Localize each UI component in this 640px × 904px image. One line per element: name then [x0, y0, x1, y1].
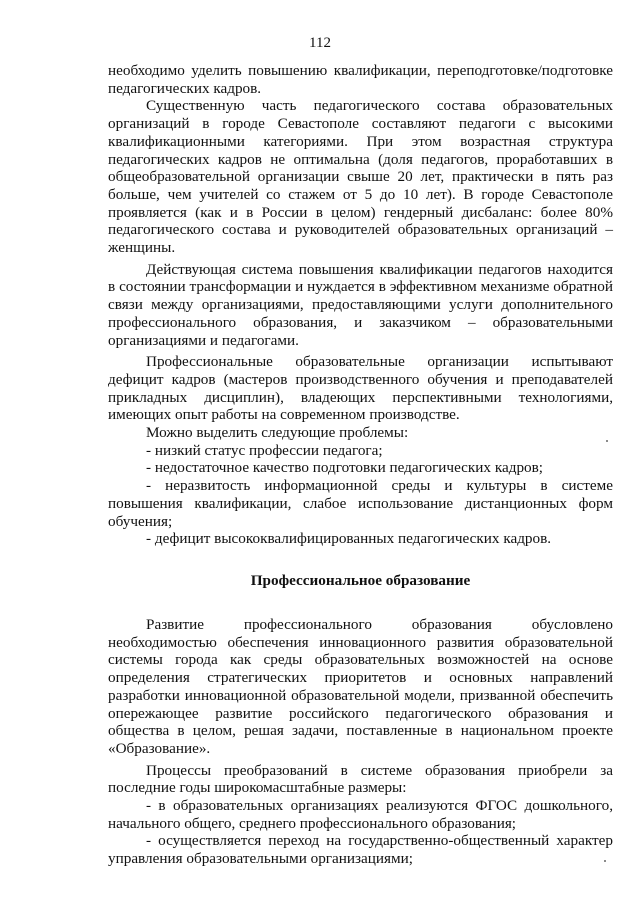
list-item-problem-environment: - неразвитость информационной среды и культуры в системе повышения квалификации, слабое использование дистанционных форм обучения; [108, 477, 613, 530]
paragraph-qualification-system: Действующая система повышения квалификации педагогов находится в состоянии трансформации и нуждается в эффективном механизме обратной связи между организациями, предоставляющими услуги дополнительного профессионального образования, и заказчиком – образовательными организациями и педагогами. [108, 260, 613, 349]
paragraph-transformations: Процессы преобразований в системе образования приобрели за последние годы широкомасштабные размеры: [108, 761, 613, 797]
list-item-governance: - осуществляется переход на государственно-общественный характер управления образовательными организациями; [108, 832, 613, 868]
paragraph-problems-intro: Можно выделить следующие проблемы: [146, 424, 409, 442]
list-item-problem-deficit: - дефицит высококвалифицированных педагогических кадров. [146, 530, 552, 548]
scan-speck [604, 860, 606, 862]
list-item-problem-quality: - недостаточное качество подготовки педагогических кадров; [146, 459, 544, 477]
list-item-fgos: - в образовательных организациях реализуются ФГОС дошкольного, начального общего, среднего профессионального образования; [108, 797, 613, 832]
paragraph-staff-structure: Существенную часть педагогического состава образовательных организаций в городе Севастополе составляют педагоги с высокими квалификационными категориями. При этом возрастная структура педагогических кадров не оптимальна (доля педагогов, проработавших в общеобразовательной организации свыше 20 лет, практически в пять раз больше, чем учителей со стажем от 5 до 10 лет). В городе Севастополе проявляется (как и в России в целом) гендерный дисбаланс: более 80% педагогического состава и руководителей образовательных организаций – женщины. [108, 97, 613, 257]
document-body [108, 62, 613, 868]
section-heading: Профессиональное образование [250, 571, 471, 589]
paragraph-personnel-deficit: Профессиональные образовательные организации испытывают дефицит кадров (мастеров производственного обучения и преподавателей прикладных дисциплин), владеющих перспективными технологиями, имеющих опыт работы на современном производстве. [108, 353, 613, 424]
paragraph-intro: необходимо уделить повышению квалификации, переподготовке/подготовке педагогических кадров. [108, 62, 613, 97]
paragraph-development: Развитие профессионального образования обусловлено необходимостью обеспечения инновационного развития образовательной системы города как среды образовательных возможностей на основе определения стратегических приоритетов и основных направлений разработки инновационной образовательной модели, призванной обеспечить опережающее развитие российского педагогического образования и общества в целом, решая задачи, поставленные в национальном проекте «Образование». [108, 615, 613, 757]
page-number: 112 [309, 35, 331, 51]
scan-speck [606, 440, 608, 442]
list-item-problem-status: - низкий статус профессии педагога; [146, 441, 383, 459]
